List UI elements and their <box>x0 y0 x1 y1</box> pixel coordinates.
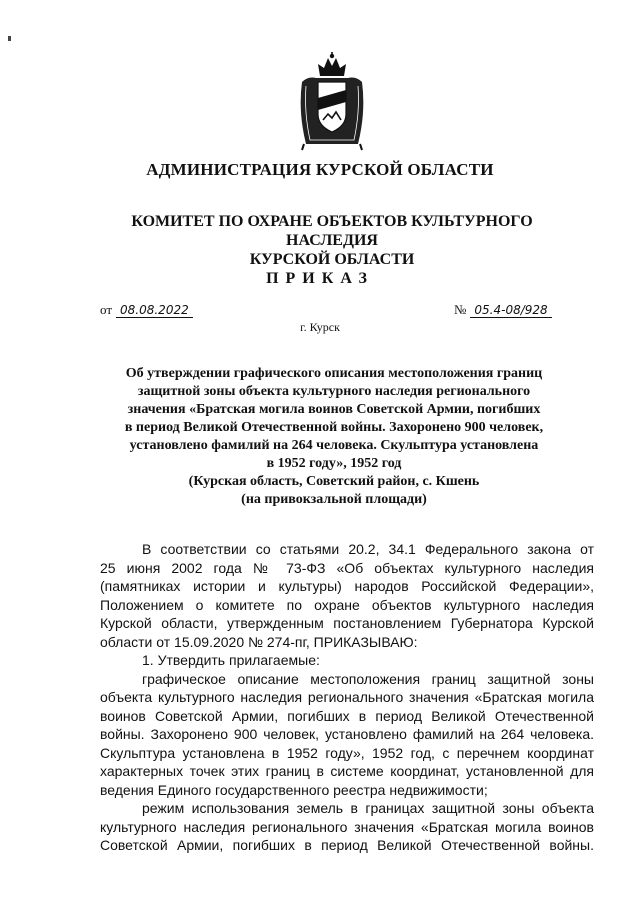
title-line: в период Великой Отечественной войны. Захоронено 900 человек, <box>124 420 544 435</box>
body-line: В соответствии со статьями 20.2, 34.1 Федерального закона от <box>142 541 594 557</box>
paragraph-graphic-description <box>100 670 594 800</box>
body-line: режим использования земель в границах защитной зоны объекта <box>142 800 594 816</box>
body-line: Советской Армии, погибших в период Великой Отечественной войны. <box>100 837 594 853</box>
body-line: войны. Захоронено 900 человек, установлено фамилий на 264 человека. <box>100 726 594 742</box>
city: г. Курск <box>300 320 340 334</box>
body-line: объекта культурного наследия регионального значения «Братская могила <box>100 689 594 705</box>
scan-mark <box>8 36 11 41</box>
document-type: ПРИКАЗ <box>266 270 374 287</box>
body-line: Положением о комитете по охране объектов культурного наследия <box>100 596 594 613</box>
order-number <box>454 302 552 318</box>
handwritten-date: 08.08.2022 <box>116 303 193 318</box>
body-line: области от 15.09.2020 № 274-пг, ПРИКАЗЫВАЮ: <box>100 633 418 650</box>
body-line: ведения Единого государственного реестра недвижимости; <box>100 781 488 798</box>
paragraph-item-1 <box>100 651 594 670</box>
committee-title <box>92 212 572 269</box>
number-prefix: № <box>454 302 467 317</box>
order-title <box>100 365 568 509</box>
body-line: 25 июня 2002 года № 73-ФЗ «Об объектах культурного наследия <box>100 559 594 576</box>
administration-title: АДМИНИСТРАЦИЯ КУРСКОЙ ОБЛАСТИ <box>146 160 494 179</box>
body-line: воинов Советской Армии, погибших в период Великой Отечественной <box>100 707 594 724</box>
title-line: в 1952 году», 1952 год <box>266 456 402 471</box>
title-line: Об утверждении графического описания местоположения границ <box>125 366 543 381</box>
date-prefix: от <box>100 302 113 317</box>
title-line: значения «Братская могила воинов Советской Армии, погибших <box>127 402 541 417</box>
title-line: (Курская область, Советский район, с. Кшень <box>188 474 480 489</box>
body-line: Скульптура установлена в 1952 году», 1952 год, с перечнем координат <box>100 744 594 761</box>
body-line: (памятниках истории и культуры) народов Российской Федерации», <box>100 578 594 594</box>
body-line: Курской области, утвержденным постановлением Губернатора Курской <box>100 615 594 631</box>
body-line: 1. Утвердить прилагаемые: <box>142 652 320 668</box>
body-line: характерных точек этих границ в системе координат, установленной для <box>100 763 594 779</box>
body-line: культурного наследия регионального значения «Братская могила воинов <box>100 818 594 835</box>
paragraph-legal-basis <box>100 540 594 651</box>
handwritten-number: 05.4-08/928 <box>470 303 551 318</box>
committee-title-line: КУРСКОЙ ОБЛАСТИ <box>249 251 415 268</box>
title-line: установлено фамилий на 264 человека. Скульптура установлена <box>129 438 539 453</box>
title-line: защитной зоны объекта культурного наследия регионального <box>137 384 531 399</box>
title-line: (на привокзальной площади) <box>241 492 427 507</box>
committee-title-line: КОМИТЕТ ПО ОХРАНЕ ОБЪЕКТОВ КУЛЬТУРНОГО НАСЛЕДИЯ <box>131 213 533 249</box>
coat-of-arms-icon <box>296 52 368 152</box>
body-line: графическое описание местоположения границ защитной зоны <box>142 670 594 687</box>
order-date <box>100 302 193 318</box>
order-body <box>100 540 594 855</box>
paragraph-land-use-regime <box>100 799 594 855</box>
